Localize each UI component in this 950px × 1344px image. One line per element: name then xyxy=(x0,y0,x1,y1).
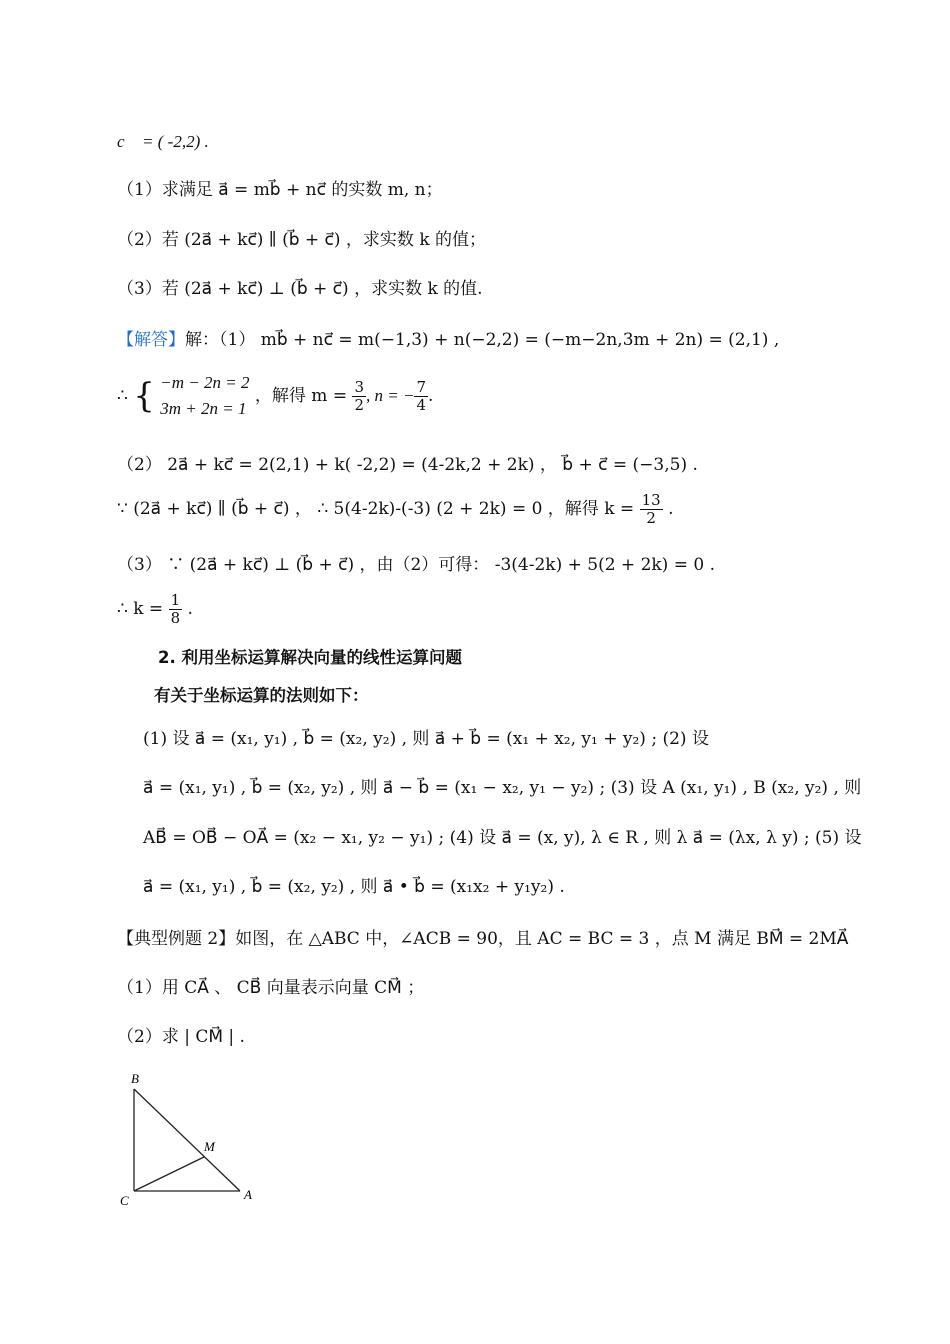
n-equals: , n = − xyxy=(366,386,415,406)
triangle-diagram xyxy=(112,1065,272,1210)
k1-numerator: 13 xyxy=(641,491,661,509)
question-1: （1）求满足 a⃗ = mb⃗ + nc⃗ 的实数 m, n； xyxy=(117,180,443,200)
answer-2: （2） 2a⃗ + kc⃗ = 2(2,1) + k( -2,2) = (4-2k,2 + 2k) ， b⃗ + c⃗ = (−3,5) . xyxy=(117,455,698,475)
answer-3-result: ∴ k = $\frac{1}{8}$ . xyxy=(117,591,193,627)
question-2: （2）若 (2a⃗ + kc⃗) ∥ (b⃗ + c⃗) ，求实数 k 的值； xyxy=(117,230,487,250)
question-3: （3）若 (2a⃗ + kc⃗) ⊥ (b⃗ + c⃗) ，求实数 k 的值. xyxy=(117,279,483,299)
m-fraction xyxy=(352,379,366,413)
answer-2b-text: ∵ (2a⃗ + kc⃗) ∥ (b⃗ + c⃗) ， ∴ 5(4-2k)-(-3) (2 + 2k) = 0 ，解得 k = xyxy=(117,498,635,519)
system-eq-1: −m − 2n = 2 xyxy=(160,373,250,392)
therefore-symbol: ∴ xyxy=(117,386,128,407)
side-ab xyxy=(134,1089,240,1191)
answer-1-text: 解：（1） mb⃗ + nc⃗ = m(−1,3) + n(−2,2) = (−m−2n,3m + 2n) = (2,1) , xyxy=(185,330,780,350)
n-denominator: 4 xyxy=(416,395,427,414)
section-2-title: 2. 利用坐标运算解决向量的线性运算问题 xyxy=(158,648,462,667)
line-c-vector: c⃗ = ( -2,2) . xyxy=(117,132,209,151)
equation-system xyxy=(117,370,840,423)
segment-cm xyxy=(134,1157,204,1191)
label-a: A xyxy=(244,1187,252,1202)
k2-numerator: 1 xyxy=(170,591,181,609)
m-denominator: 2 xyxy=(354,395,365,414)
answer-2b: ∵ (2a⃗ + kc⃗) ∥ (b⃗ + c⃗) ， ∴ 5(4-2k)-(-3) (2 + 2k) = 0 ，解得 k = $\frac{13}{2}$ . xyxy=(117,491,674,527)
solve-text: ，解得 m = xyxy=(254,386,348,407)
triangle-figure xyxy=(112,1065,272,1210)
k2-denominator: 8 xyxy=(170,608,181,627)
label-b: B xyxy=(131,1071,139,1086)
n-fraction xyxy=(414,379,428,413)
answer-1 xyxy=(117,330,840,350)
system-eq-2: 3m + 2n = 1 xyxy=(160,399,247,419)
example-2: 【典型例题 2】如图，在 △ABC 中，∠ACB = 90，且 AC = BC = 3 ，点 M 满足 BM⃗ = 2MA⃗ xyxy=(117,929,849,949)
answer-tag: 【解答】 xyxy=(117,330,185,350)
left-brace: { xyxy=(133,376,155,417)
m-numerator: 3 xyxy=(354,378,365,397)
example-2-question-2: （2）求 | CM⃗ | . xyxy=(117,1027,245,1047)
k2-fraction xyxy=(169,592,183,626)
rule-2: a⃗ = (x₁, y₁) , b⃗ = (x₂, y₂) , 则 a⃗ − b⃗ = (x₁ − x₂, y₁ − y₂) ; (3) 设 A (x₁, y₁) , B (x₂, y₂) , 则 xyxy=(143,778,862,798)
system-end: . xyxy=(428,386,434,407)
rule-4: a⃗ = (x₁, y₁) , b⃗ = (x₂, y₂) , 则 a⃗ • b⃗ = (x₁x₂ + y₁y₂) . xyxy=(143,877,565,897)
rule-3: AB⃗ = OB⃗ − OA⃗ = (x₂ − x₁, y₂ − y₁) ; (4) 设 a⃗ = (x, y), λ ∈ R , 则 λ a⃗ = (λx, λ y) ; (5) 设 xyxy=(143,828,862,848)
n-numerator: 7 xyxy=(416,378,427,397)
k1-denominator: 2 xyxy=(646,508,656,527)
k1-fraction xyxy=(640,492,663,526)
label-c: C xyxy=(120,1193,129,1208)
example-2-question-1: （1）用 CA⃗ 、 CB⃗ 向量表示向量 CM⃗ ； xyxy=(117,978,425,998)
label-m: M xyxy=(204,1139,215,1154)
answer-3: （3） ∵ (2a⃗ + kc⃗) ⊥ (b⃗ + c⃗) ，由（2）可得： -3(4-2k) + 5(2 + 2k) = 0 . xyxy=(117,555,715,575)
rule-1: (1) 设 a⃗ = (x₁, y₁) , b⃗ = (x₂, y₂) , 则 a⃗ + b⃗ = (x₁ + x₂, y₁ + y₂) ; (2) 设 xyxy=(143,729,709,749)
k2-prefix: ∴ k = xyxy=(117,598,164,619)
section-2-subtitle: 有关于坐标运算的法则如下： xyxy=(154,686,369,705)
